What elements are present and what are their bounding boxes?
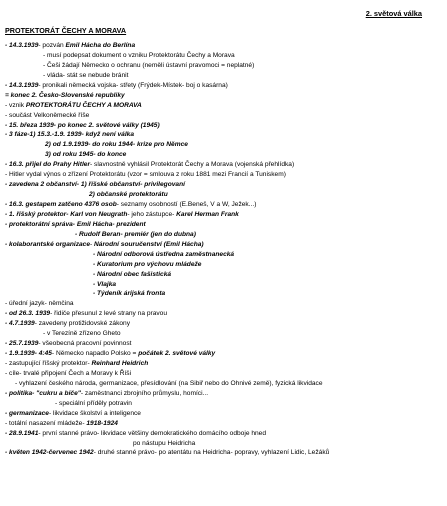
text-line	[5, 91, 443, 101]
text-line	[5, 429, 443, 439]
text-segment: - zaměstnanci zbrojního průmyslu, homíci...	[80, 389, 209, 397]
text-segment: - premiér (jen do dubna)	[120, 230, 196, 238]
text-segment: - slavnostně vyhlásil Protektorát Čechy a Morava (vojenská přehlídka)	[90, 161, 295, 169]
text-line	[5, 280, 443, 290]
text-line	[5, 121, 443, 131]
text-line	[5, 101, 443, 111]
text-segment: - zavedeny protižidovské zákony	[34, 320, 130, 328]
text-line	[5, 41, 443, 51]
text-line	[5, 359, 443, 369]
text-segment: - 4.7.1939	[5, 320, 35, 328]
text-segment: -	[90, 240, 95, 248]
text-segment: - 1. říšský protektor- Karl von Neugrath	[5, 210, 128, 218]
text-segment: - likvidace školství a inteligence	[48, 409, 141, 417]
text-line	[5, 299, 443, 309]
text-line	[5, 140, 443, 150]
text-line	[5, 170, 443, 180]
text-segment: - politika- "cukru a biče"	[5, 389, 81, 397]
text-segment: Reinhard Heidrich	[91, 360, 149, 367]
text-line	[5, 81, 443, 91]
text-segment: - vláda- stát se nebude bránit	[43, 71, 129, 79]
text-line	[5, 150, 443, 160]
text-segment: - řidiče přesunul z levé strany na pravou	[50, 310, 168, 318]
text-segment: - Německo napadlo Polsko =	[51, 350, 139, 358]
text-segment: 2) občanské protektorátu	[89, 191, 168, 199]
text-segment: - protektorátní správa- Emil Hácha- prezident	[5, 220, 146, 228]
text-segment: - od 26.3. 1939	[5, 310, 51, 318]
text-segment: - Hitler vydal výnos o zřízení Protektorátu (vzor = smlouva z roku 1881 mezi Francií a Tuniskem)	[5, 171, 286, 179]
text-line	[5, 389, 443, 399]
text-line	[5, 160, 443, 170]
text-segment: - pronikali německá vojska- střety (Frýdek-Místek- boj o kasárna)	[38, 81, 228, 89]
text-line	[5, 210, 443, 220]
text-line	[5, 329, 443, 339]
text-segment: - vyhlazení českého národa, germanizace, přesídlování (na Sibiř nebo do Ohnivé země), fyzická likvidace	[15, 379, 323, 387]
text-line	[5, 190, 443, 200]
text-segment: - 14.3.1939	[5, 42, 39, 49]
text-segment: - v Terezíně zřízeno Gheto	[43, 330, 121, 338]
text-segment: - 25.7.1939	[5, 340, 39, 348]
text-segment: PROTEKTORÁTU ČECHY A MORAVA	[25, 101, 142, 109]
text-segment: - totální nasazení mládeže-	[5, 419, 87, 427]
text-segment: - květen 1942-červenec 1942	[5, 449, 94, 457]
text-line	[5, 71, 443, 81]
text-line	[5, 250, 443, 260]
text-segment: 2) od 1.9.1939- do roku 1944- krize pro Němce	[45, 141, 188, 149]
text-line	[5, 61, 443, 71]
text-segment: - první stanné právo- likvidace většiny demokratického domácího odboje hned	[38, 429, 266, 437]
text-line	[5, 111, 443, 121]
text-segment: - germanizace	[5, 409, 49, 417]
text-segment: - speciální příděly potravin	[55, 399, 132, 407]
text-segment: - jeho zástupce-	[127, 210, 177, 218]
text-segment: - Rudolf Beran	[75, 230, 121, 238]
text-segment: - zavedena 2 občanství- 1) říšské občanství- privilegovaní	[5, 181, 185, 189]
text-line	[5, 260, 443, 270]
text-line	[5, 289, 443, 299]
text-segment: - 16.3. přijel do Prahy Hitler	[5, 161, 91, 169]
text-segment: - seznamy osobností (E.Beneš, V a W, Ježek...)	[116, 201, 257, 208]
text-segment: Karel Herman Frank	[176, 210, 239, 218]
text-line	[5, 230, 443, 240]
text-line	[5, 130, 443, 140]
text-segment: Národní souručenství (Emil Hácha)	[94, 240, 204, 248]
text-segment: - Kuratorium pro výchovu mládeže	[93, 260, 202, 268]
text-segment: - vznik	[5, 101, 26, 109]
text-line	[5, 180, 443, 190]
text-segment: = konec 2. Česko-Slovenské republiky	[5, 91, 125, 99]
text-segment: - 15. březa 1939- po konec 2. světové války (1945)	[5, 121, 160, 129]
document-body	[5, 41, 443, 458]
text-line	[5, 270, 443, 280]
text-segment: - cíle- trvalé připojení Čech a Moravy k Říši	[5, 369, 132, 377]
text-segment: - součást Velkoněmecké říše	[5, 111, 90, 119]
text-line	[5, 349, 443, 359]
text-line	[5, 369, 443, 379]
text-segment: Emil Hácha do Berlína	[65, 42, 136, 49]
text-line	[5, 419, 443, 429]
text-line	[5, 319, 443, 329]
text-segment: - musí podepsat dokument o vzniku Protektorátu Čechy a Morava	[43, 51, 235, 59]
text-segment: po nástupu Heidricha	[133, 439, 196, 447]
text-line	[5, 448, 443, 458]
page-header-title: 2. světová válka	[365, 9, 422, 18]
text-line	[5, 51, 443, 61]
text-line	[5, 309, 443, 319]
text-segment: - 3 fáze-1) 15.3.-1.9. 1939- když není válka	[5, 131, 135, 139]
text-segment: - 1.9.1939- 4:45	[5, 350, 52, 358]
text-segment: - Vlajka	[93, 280, 117, 288]
text-segment: 3) od roku 1945- do konce	[45, 151, 127, 159]
text-segment: - 14.3.1939	[5, 81, 39, 89]
text-segment: - druhé stanné právo- po atentátu na Heidricha- popravy, vyhlazení Lidic, Ležáků	[93, 449, 330, 457]
text-segment: - úřední jazyk- němčina	[5, 300, 74, 308]
text-line	[5, 240, 443, 250]
text-line	[5, 399, 443, 409]
text-line	[5, 409, 443, 419]
text-line	[5, 379, 443, 389]
text-segment: - všeobecná pracovní povinnost	[38, 340, 132, 348]
text-line	[5, 339, 443, 349]
text-segment: - Češi žádají Německo o ochranu (neměli ústavní pravomoci = neplatné)	[43, 61, 255, 69]
text-segment: 1918-1924	[86, 419, 118, 427]
text-segment: - 16.3. gestapem zatčeno 4376 osob	[5, 201, 117, 208]
text-segment: - kolaborantské organizace	[5, 240, 91, 248]
text-segment: - Národní odborová ústředna zaměstnanecká	[93, 250, 235, 258]
text-segment: - 28.9.1941	[5, 429, 39, 437]
text-segment: - Týdeník árijská fronta	[93, 290, 166, 298]
text-segment: počátek 2. světové války	[138, 350, 216, 358]
text-segment: - Národní obec fašistická	[93, 270, 172, 278]
text-line	[5, 220, 443, 230]
text-segment: - pozván	[38, 42, 66, 49]
text-line	[5, 439, 443, 449]
text-segment: - zastupující říšský protektor-	[5, 360, 92, 367]
text-line	[5, 200, 443, 210]
document-heading: PROTEKTORÁT ČECHY A MORAVA	[5, 26, 127, 35]
